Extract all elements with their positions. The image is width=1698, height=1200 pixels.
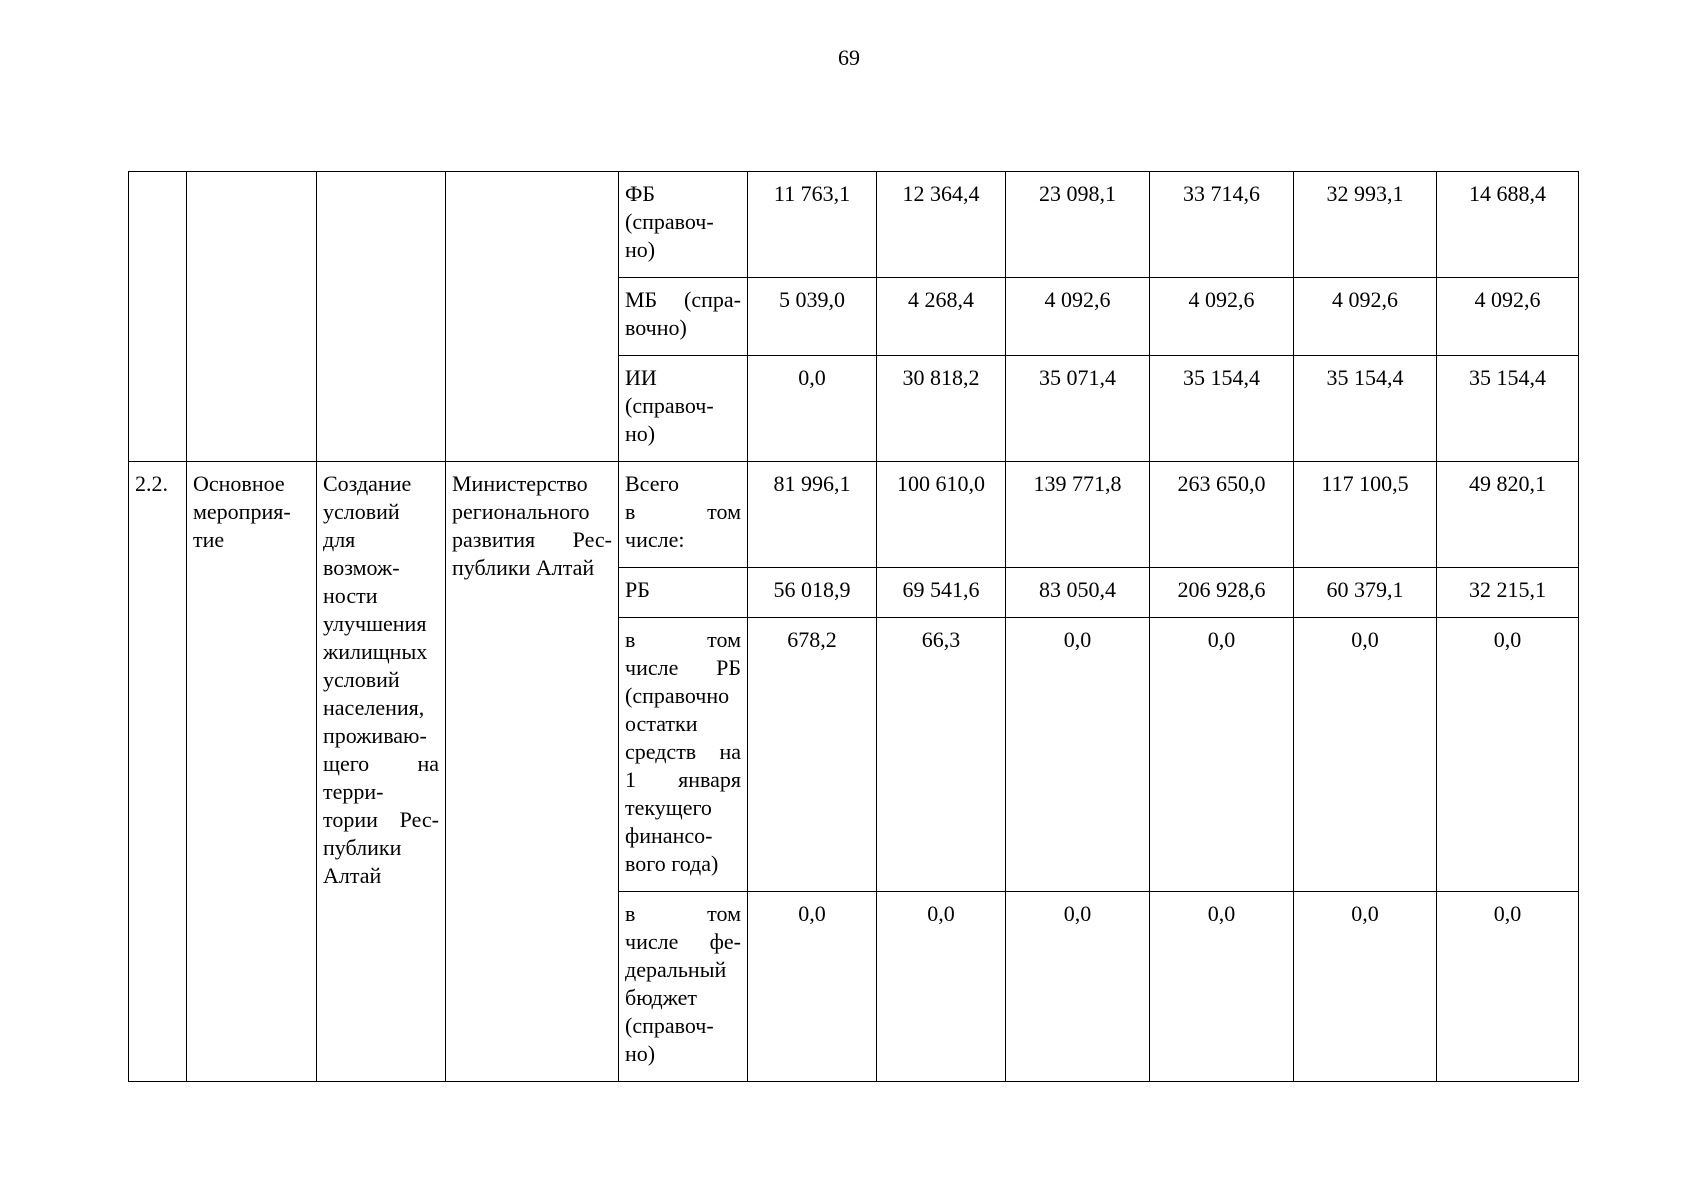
budget-table <box>128 171 1579 1082</box>
amount-cell: 0,0 <box>1150 892 1294 1082</box>
amount-cell: 139 771,8 <box>1006 462 1150 568</box>
amount-cell: 33 714,6 <box>1150 172 1294 278</box>
amount-cell: 0,0 <box>1294 618 1437 892</box>
amount-cell: 69 541,6 <box>877 568 1006 618</box>
amount-cell: 12 364,4 <box>877 172 1006 278</box>
funding-source-label: РБ <box>619 568 748 618</box>
amount-cell: 11 763,1 <box>748 172 877 278</box>
amount-cell: 35 071,4 <box>1006 356 1150 462</box>
amount-cell: 30 818,2 <box>877 356 1006 462</box>
amount-cell: 0,0 <box>1437 892 1579 1082</box>
amount-cell: 263 650,0 <box>1150 462 1294 568</box>
amount-cell: 4 268,4 <box>877 278 1006 356</box>
amount-cell: 81 996,1 <box>748 462 877 568</box>
item-executor-cell-empty <box>446 172 619 462</box>
amount-cell: 0,0 <box>1437 618 1579 892</box>
amount-cell: 32 993,1 <box>1294 172 1437 278</box>
amount-cell: 35 154,4 <box>1437 356 1579 462</box>
amount-cell: 23 098,1 <box>1006 172 1150 278</box>
amount-cell: 66,3 <box>877 618 1006 892</box>
amount-cell: 14 688,4 <box>1437 172 1579 278</box>
amount-cell: 35 154,4 <box>1150 356 1294 462</box>
funding-source-label: ИИ (справоч- но) <box>619 356 748 462</box>
amount-cell: 0,0 <box>1006 618 1150 892</box>
amount-cell: 4 092,6 <box>1150 278 1294 356</box>
amount-cell: 4 092,6 <box>1437 278 1579 356</box>
item-name-cell-empty <box>317 172 446 462</box>
item-number-cell-empty <box>129 172 187 462</box>
amount-cell: 5 039,0 <box>748 278 877 356</box>
amount-cell: 0,0 <box>748 892 877 1082</box>
amount-cell: 4 092,6 <box>1294 278 1437 356</box>
funding-source-label: МБ (спра- вочно) <box>619 278 748 356</box>
item-type: Основное мероприя- тие <box>187 462 317 1082</box>
amount-cell: 4 092,6 <box>1006 278 1150 356</box>
funding-source-label: в том числе фе- деральный бюджет (справоч- но) <box>619 892 748 1082</box>
amount-cell: 678,2 <box>748 618 877 892</box>
table-row <box>129 462 1579 568</box>
amount-cell: 32 215,1 <box>1437 568 1579 618</box>
item-number: 2.2. <box>129 462 187 1082</box>
amount-cell: 49 820,1 <box>1437 462 1579 568</box>
amount-cell: 0,0 <box>1006 892 1150 1082</box>
page-number: 69 <box>838 45 860 70</box>
amount-cell: 0,0 <box>1294 892 1437 1082</box>
amount-cell: 56 018,9 <box>748 568 877 618</box>
amount-cell: 206 928,6 <box>1150 568 1294 618</box>
amount-cell: 100 610,0 <box>877 462 1006 568</box>
funding-source-label: ФБ (справоч- но) <box>619 172 748 278</box>
amount-cell: 35 154,4 <box>1294 356 1437 462</box>
item-type-cell-empty <box>187 172 317 462</box>
funding-source-label: Всего в том числе: <box>619 462 748 568</box>
table-row <box>129 172 1579 278</box>
funding-source-label: в том числе РБ (справочно остатки средств на 1 января текущего финансо- вого года) <box>619 618 748 892</box>
amount-cell: 117 100,5 <box>1294 462 1437 568</box>
amount-cell: 0,0 <box>877 892 1006 1082</box>
item-executor: Министерство регионального развития Рес- публики Алтай <box>446 462 619 1082</box>
amount-cell: 83 050,4 <box>1006 568 1150 618</box>
amount-cell: 0,0 <box>1150 618 1294 892</box>
item-name: Создание условий для возмож- ности улучшения жилищных условий населения, проживаю- щего на терри- тории Рес- публики Алтай <box>317 462 446 1082</box>
amount-cell: 60 379,1 <box>1294 568 1437 618</box>
amount-cell: 0,0 <box>748 356 877 462</box>
